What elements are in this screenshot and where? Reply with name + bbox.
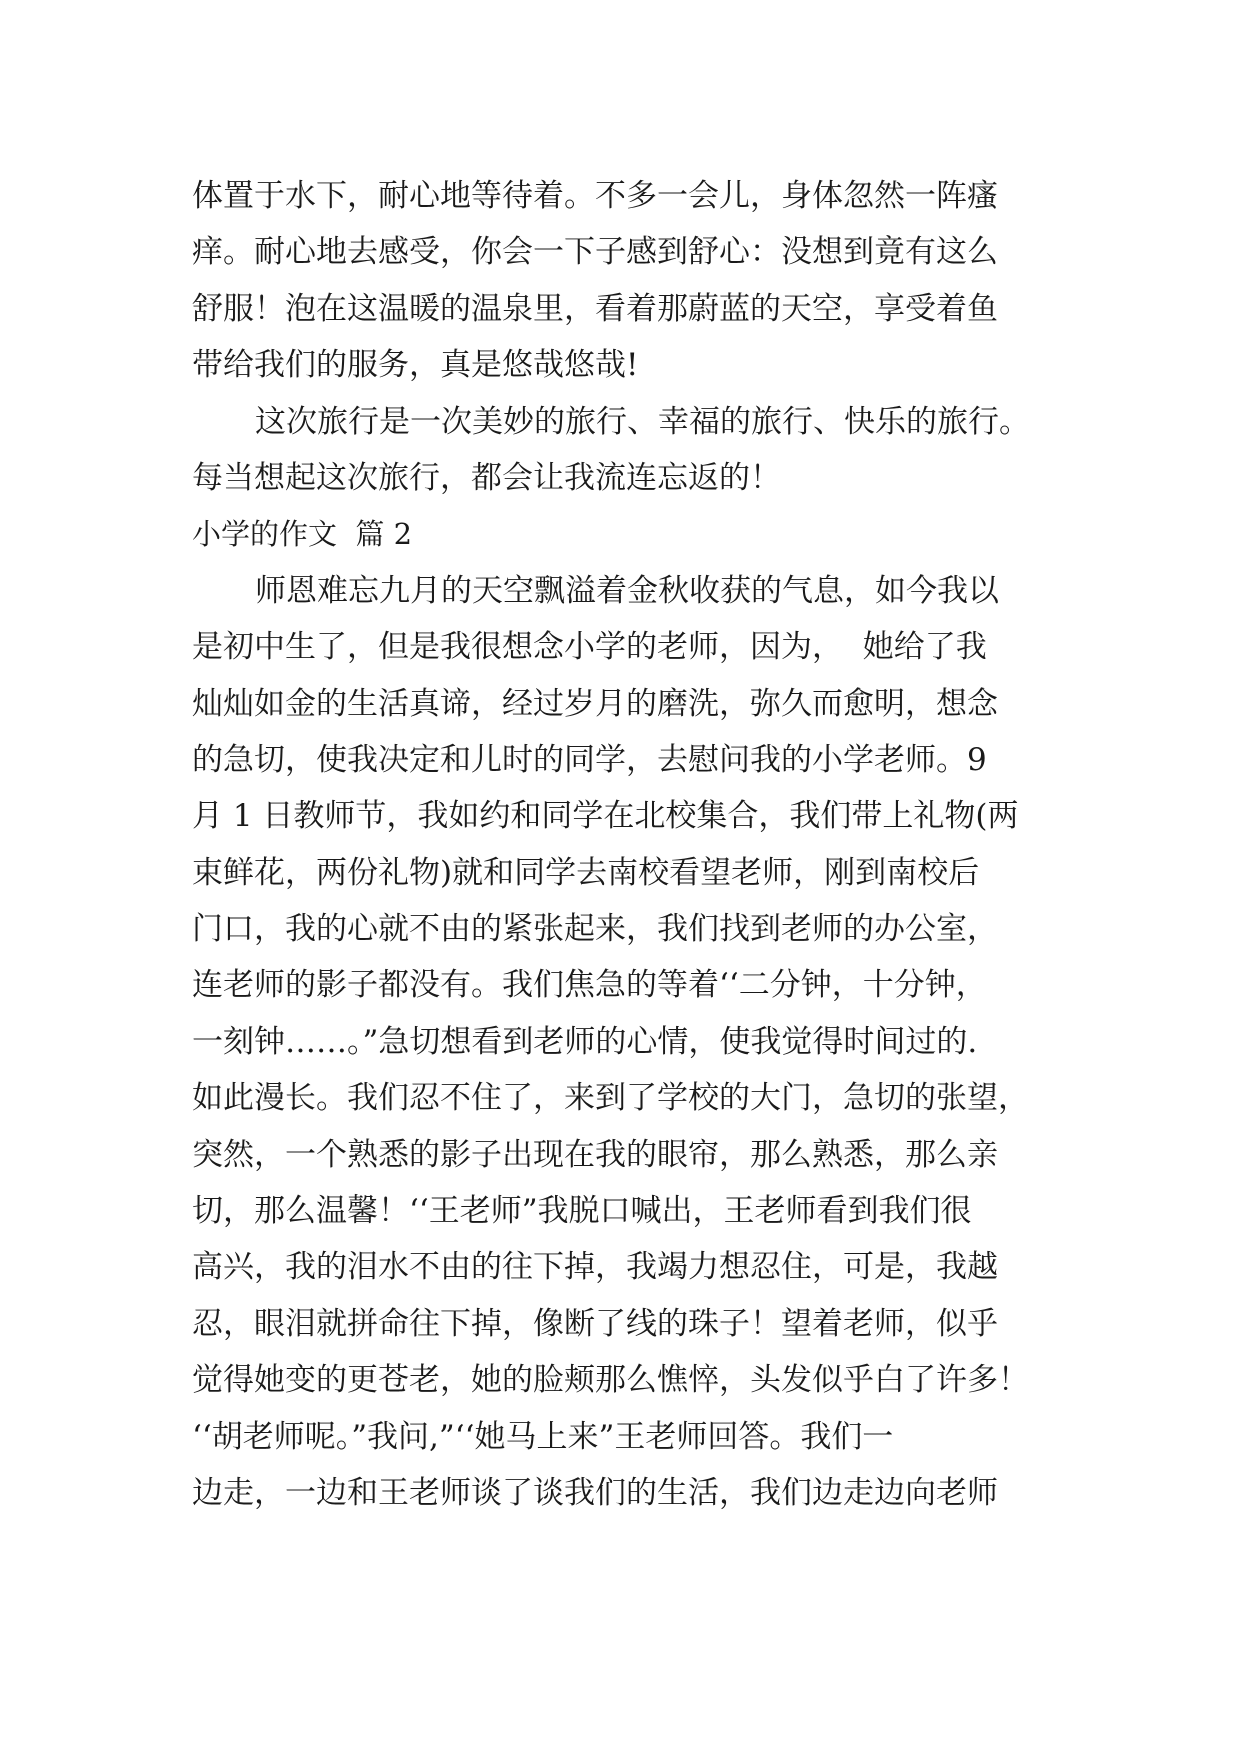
text-line: ‘‘胡老师呢。”我问,”‘‘她马上来”王老师回答。我们一 [192,1418,894,1455]
text-line: 高兴，我的泪水不由的往下掉，我竭力想忍住，可是，我越 [192,1249,998,1286]
text-line: 忍，眼泪就拼命往下掉，像断了线的珠子！望着老师，似乎 [192,1305,998,1342]
paragraph-first-line: 这次旅行是一次美妙的旅行、幸福的旅行、快乐的旅行。 [255,403,1030,440]
text-line: 舒服！泡在这温暖的温泉里，看着那蔚蓝的天空，享受着鱼 [192,290,998,327]
text-line: 觉得她变的更苍老，她的脸颊那么憔悴，头发似乎白了许多！ [192,1362,1029,1399]
text-line: 如此漫长。我们忍不住了，来到了学校的大门，急切的张望， [192,1080,1029,1117]
text-line: 一刻钟……。”急切想看到老师的心情，使我觉得时间过的. [192,1023,978,1060]
paragraph-first-line: 师恩难忘九月的天空飘溢着金秋收获的气息，如今我以 [255,572,999,609]
text-line: 门口，我的心就不由的紧张起来，我们找到老师的办公室， [192,911,998,948]
document-page [192,168,1052,1521]
text-line: 连老师的影子都没有。我们焦急的等着‘‘二分钟，十分钟， [192,967,987,1004]
text-line: 月 1 日教师节，我如约和同学在北校集合，我们带上礼物(两 [192,798,1019,835]
text-line: 边走，一边和王老师谈了谈我们的生活，我们边走边向老师 [192,1474,998,1511]
text-line: 灿灿如金的生活真谛，经过岁月的磨洗，弥久而愈明，想念 [192,685,998,722]
text-line: 体置于水下，耐心地等待着。不多一会儿，身体忽然一阵瘙 [192,178,998,214]
text-line: 切，那么温馨！‘‘王老师”我脱口喊出，王老师看到我们很 [192,1193,972,1230]
text-line: 突然，一个熟悉的影子出现在我的眼帘，那么熟悉，那么亲 [192,1136,998,1173]
text-line: 带给我们的服务，真是悠哉悠哉! [192,347,639,384]
text-line: 束鲜花，两份礼物)就和同学去南校看望老师，刚到南校后 [192,854,980,891]
section-heading: 小学的作文 篇 2 [192,517,413,552]
text-line: 痒。耐心地去感受，你会一下子感到舒心：没想到竟有这么 [192,234,998,271]
text-line: 每当想起这次旅行，都会让我流连忘返的！ [192,459,781,496]
text-line: 的急切，使我决定和儿时的同学，去慰问我的小学老师。9 [192,741,987,778]
text-line: 是初中生了，但是我很想念小学的老师，因为， 她给了我 [192,629,987,666]
